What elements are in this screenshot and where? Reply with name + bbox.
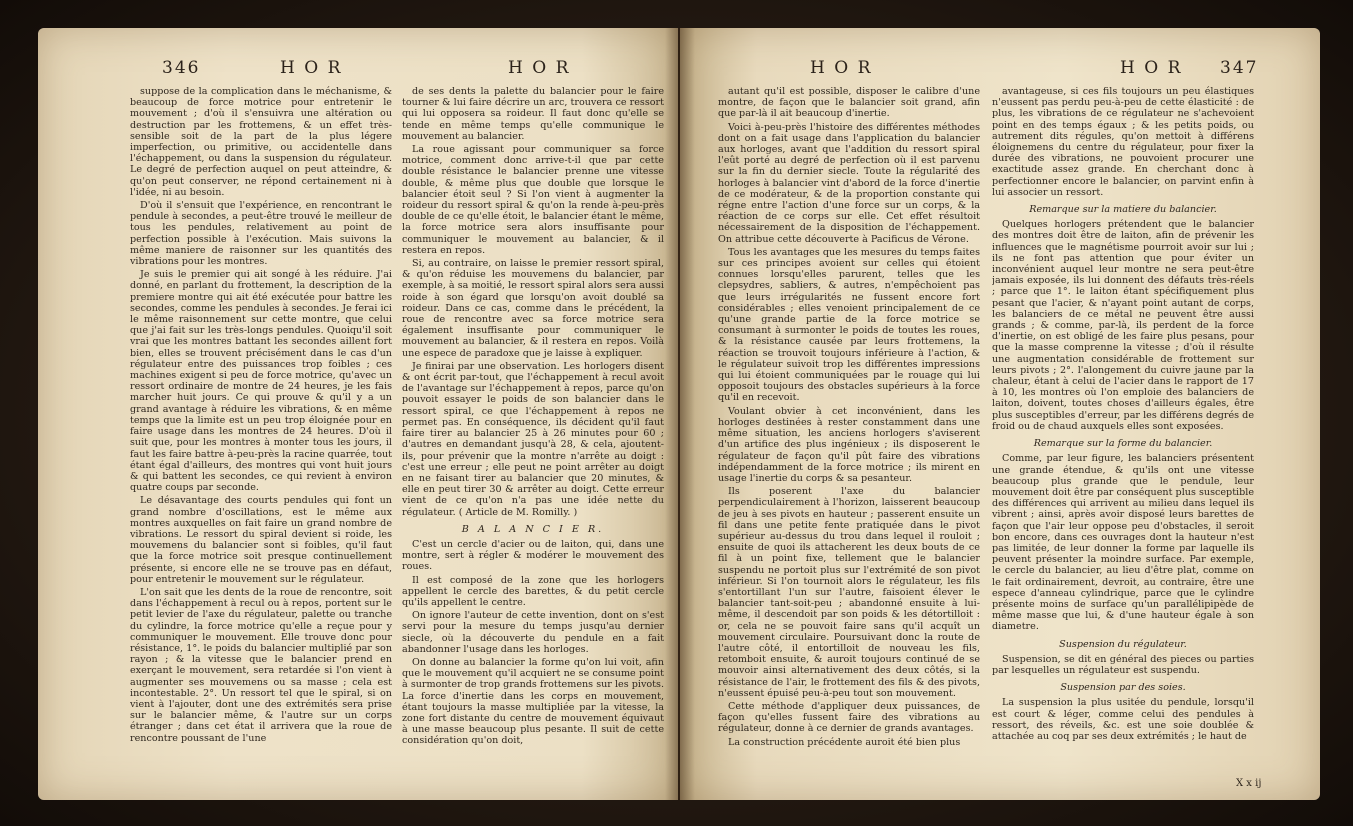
right-page <box>680 28 1320 800</box>
section-heading: Remarque sur la matiere du balancier. <box>1029 204 1217 216</box>
book-gutter <box>665 28 695 800</box>
paragraph: La construction précédente auroit été bien plus <box>728 736 961 748</box>
paragraph: Voici à-peu-près l'histoire des différentes méthodes dont on a fait usage dans l'application du balancier aux horloges, avant que l'addition du ressort spiral l'eût porté au degré de perfection où il est parvenu sur la fin du dernier siecle. Toute la régularité des horloges à balancier vint d'abord de la force d'inertie de ce modérateur, & de la proportion constante qui régne entre l'action d'une force sur un corps, & la réaction de ce corps sur elle. Cet effet résultoit nécessairement de la disposition de l'échappement. On attribue cette découverte à Pacificus de Vérone. <box>718 121 980 245</box>
paragraph: Il est composé de la zone que les horlogers appellent le cercle des barettes, & du petit cercle qu'ils appellent le centre. <box>402 574 664 608</box>
right-running-head: H O R <box>810 58 873 78</box>
paragraph: autant qu'il est possible, disposer le calibre d'une montre, de façon que le balancier soit grand, afin que par-là il ait beaucoup d'inertie. <box>718 86 980 120</box>
paragraph: La suspension la plus usitée du pendule, lorsqu'il est court & léger, comme celui des pendules à ressort, des réveils, &c. est une soie doublée & attachée au coq par ses deux extrémités ; le haut de <box>992 697 1254 742</box>
right-column-2 <box>992 86 1254 786</box>
section-heading: Suspension par des soies. <box>1060 682 1186 694</box>
paragraph: suppose de la complication dans le méchanisme, & beaucoup de force motrice pour entretenir le mouvement ; d'où il s'ensuivra une altération ou destruction par les frottemens, & un effet très-sensible soit de la part de la plus légere imperfection, ou primitive, ou accidentelle dans l'échappement, ou dans la suspension du régulateur. Le degré de perfection auquel on peut atteindre, & qu'on peut conserver, ne répond certainement ni à l'idée, ni au besoin. <box>130 86 392 198</box>
right-column-1 <box>718 86 980 786</box>
paragraph: Je suis le premier qui ait songé à les réduire. J'ai donné, en parlant du frottement, la description de la premiere montre qui ait été exécutée pour battre les secondes, comme les pendules à secondes. Je ferai ici le même raisonnement sur cette montre, que celui que j'ai fait sur les très-longs pendules. Quoiqu'il soit vrai que les montres battant les secondes aillent fort bien, elles se trouvent précisément dans le cas d'un régulateur entre des puissances trop foibles ; ces machines exigent si peu de force motrice, qu'avec un ressort ordinaire de montre de 24 heures, je les fais marcher huit jours. Ce qui prouve & qu'il y a un grand avantage à réduire les vibrations, & en même temps que la limite est un peu trop éloignée pour en faire usage dans les montres de 24 heures. D'où il suit que, pour les montres à monter tous les jours, il faut les faire battre à-peu-près la racine quarrée, tout étant égal d'ailleurs, des montres qui vont huit jours & qui battent les secondes, ce qui revient à environ quatre coups par seconde. <box>130 269 392 494</box>
paragraph: Ils poserent l'axe du balancier perpendiculairement à l'horizon, laisserent beaucoup de jeu à ses pivots en hauteur ; passerent ensuite un fil dans une petite fente pratiquée dans le pivot supérieur au-dessus du trou dans lequel il rouloit ; ensuite de quoi ils attacherent les deux bouts de ce fil à un point fixe, tellement que le balancier suspendu ne portoit plus sur l'extrémité de son pivot inférieur. Si l'on tournoit alors le régulateur, les fils s'entortillant l'un sur l'autre, faisoient élever le balancier tant-soit-peu ; abandonné ensuite à lui-même, il descendoit par son poids & les détortilloit : or, cela ne se pouvoit faire sans qu'il acquît un mouvement circulaire. Poursuivant donc la route de l'autre côté, il entortilloit de nouveau les fils, retomboit ensuite, & auroit toujours continué de se mouvoir ainsi alternativement des deux côtés, si la résistance de l'air, le frottement des fils & des pivots, n'eussent épuisé peu-à-peu tout son mouvement. <box>718 486 980 699</box>
left-column-2 <box>402 86 664 786</box>
signature-mark: X x ij <box>1236 778 1262 789</box>
left-page-number: 346 <box>162 58 201 78</box>
paragraph: de ses dents la palette du balancier pour le faire tourner & lui faire décrire un arc, trouvera ce ressort qui lui opposera sa roideur. Il faut donc qu'elle se tende en même temps qu'elle communique le mouvement au balancier. <box>402 86 664 142</box>
section-heading: Suspension du régulateur. <box>1059 638 1187 650</box>
left-column-1 <box>130 86 392 786</box>
paragraph: On donne au balancier la forme qu'on lui voit, afin que le mouvement qu'il acquiert ne se consume point à surmonter de trop grands frottemens sur les pivots. La force d'inertie dans les corps en mouvement, étant toujours la masse multipliée par la vitesse, la zone fort distante du centre de mouvement équivaut à une masse beaucoup plus pesante. Il suit de cette considération qu'on doit, <box>402 656 664 747</box>
section-heading: Remarque sur la forme du balancier. <box>1033 438 1213 450</box>
right-page-number: 347 <box>1220 58 1259 78</box>
paragraph: Le désavantage des courts pendules qui font un grand nombre d'oscillations, est le même aux montres auxquelles on fait faire un grand nombre de vibrations. Le ressort du spiral devient si roide, les mouvemens du balancier sont si foibles, qu'il faut que la force motrice soit presque continuellement présente, si encore elle ne se trouve pas en défaut, pour entretenir le mouvement sur le régulateur. <box>130 495 392 585</box>
paragraph: Comme, par leur figure, les balanciers présentent une grande étendue, & qu'ils ont une vitesse beaucoup plus grande que le pendule, leur mouvement doit être par conséquent plus susceptible des différences qui arrivent au milieu dans lequel ils vibrent ; ainsi, après avoir disposé leurs barettes de façon que l'air leur oppose peu d'obstacles, il seroit bon encore, dans ces ouvrages dont la hauteur n'est pas limitée, de leur donner la forme par laquelle ils peuvent présenter la moindre surface. Par exemple, le cercle du balancier, au lieu d'être plat, comme on le fait ordinairement, devroit, au contraire, être une espece d'anneau cylindrique, parce que le cylindre présente moins de surface qu'un parallélipipède de même masse que lui, & d'une hauteur égale à son diametre. <box>992 453 1254 633</box>
right-running-head-2: H O R <box>1120 58 1183 78</box>
paragraph: Voulant obvier à cet inconvénient, dans les horloges destinées à rester constamment dans une même situation, les anciens horlogers s'aviserent d'un artifice des plus ingénieux ; ils disposerent le régulateur de façon qu'il pût faire des vibrations indépendamment de la force motrice ; ils mirent en usage l'inertie du corps & sa pesanteur. <box>718 405 980 484</box>
paragraph: Cette méthode d'appliquer deux puissances, de façon qu'elles fussent faire des vibrations au régulateur, donne à ce dernier de grands avantages. <box>718 700 980 735</box>
paragraph: Quelques horlogers prétendent que le balancier des montres doit être de laiton, afin de prévenir les influences que le magnétisme pourroit avoir sur lui ; ils ne font pas attention que pour éviter un inconvénient auquel leur montre ne sera peut-être jamais exposée, ils lui donnent des défauts très-réels ; parce que 1°. le laiton étant spécifiquement plus pesant que l'acier, & n'ayant point autant de corps, les balanciers de ce métal ne peuvent être aussi grands ; & comme, par-là, ils perdent de la force d'inertie, on est obligé de les faire plus pesans, pour que la masse comprenne la vitesse ; d'où il résulte une augmentation considérable de frottement sur leurs pivots ; 2°. l'alongement du cuivre jaune par la chaleur, étant à celui de l'acier dans le rapport de 17 à 10, les montres où l'on emploie des balanciers de laiton, doivent, toutes choses d'ailleurs égales, être plus susceptibles d'erreur, par les différens degrés de froid ou de chaud auxquels elles sont exposées. <box>992 219 1254 432</box>
paragraph: Si, au contraire, on laisse le premier ressort spiral, & qu'on réduise les mouvemens du balancier, par exemple, à sa moitié, le ressort spiral alors sera aussi roide à son égard que lorsqu'on avoit doublé sa roideur. Dans ce cas, comme dans le précédent, la roue de rencontre avec sa force motrice sera également insuffisante pour communiquer le mouvement au balancier, & il restera en repos. Voilà une espece de paradoxe que je laisse à expliquer. <box>402 258 664 359</box>
paragraph: C'est un cercle d'acier ou de laiton, qui, dans une montre, sert à régler & modérer le mouvement des roues. <box>402 538 664 573</box>
paragraph: La roue agissant pour communiquer sa force motrice, comment donc arrive-t-il que par cette double résistance le balancier prenne une vitesse double, & même plus que double que lorsque le balancier étoit seul ? Si l'on vient à augmenter la roideur du ressort spiral & qu'on la rende à-peu-près double de ce qu'elle étoit, le balancier étant le même, la force motrice sera alors insuffisante pour communiquer le mouvement au balancier, & il restera en repos. <box>402 144 664 256</box>
left-running-head-2: H O R <box>508 58 571 78</box>
paragraph: D'où il s'ensuit que l'expérience, en rencontrant le pendule à secondes, a peut-être trouvé le meilleur de tous les pendules, relativement au point de perfection possible à l'exécution. Mais suivons la même maniere de raisonner sur les quantités des vibrations pour les montres. <box>130 200 392 268</box>
left-page <box>38 28 678 800</box>
paragraph: avantageuse, si ces fils toujours un peu élastiques n'eussent pas perdu peu-à-peu de cette élasticité : de plus, les vibrations de ce régulateur ne s'achevoient point en des temps égaux ; & les petits poids, ou autrement dits régules, qu'on mettoit à différens éloignemens du centre du régulateur, pour fixer la durée des vibrations, ne pouvoient procurer une exactitude assez grande. En cherchant donc à perfectionner encore le balancier, on parvint enfin à lui associer un ressort. <box>992 86 1254 198</box>
paragraph: L'on sait que les dents de la roue de rencontre, soit dans l'échappement à recul ou à repos, portent sur le petit levier de l'axe du régulateur, palette ou tranche du cylindre, la force motrice qu'elle a reçue pour y communiquer le mouvement. Elle trouve donc pour résistance, 1°. le poids du balancier multiplié par son rayon ; & la vitesse que le balancier prend en exerçant le mouvement, sera retardée si l'on vient à augmenter ses mouvemens ou sa masse ; cela est incontestable. 2°. Un ressort tel que le spiral, si on vient à l'ajouter, dont une des extrémités sera prise sur le balancier même, & l'autre sur un corps étranger ; dans cet état il arrivera que la roue de rencontre poussant de l'une <box>130 586 392 744</box>
paragraph: Tous les avantages que les mesures du temps faites sur ces principes avoient sur celles qui étoient connues lorsqu'elles parurent, telles que les clepsydres, sabliers, & autres, n'empêchoient pas que leurs irrégularités ne fussent encore fort considérables ; elles venoient principalement de ce qu'une grande partie de la force motrice se consumant à surmonter le poids de toutes les roues, & la résistance causée par leurs frottemens, la réaction se trouvoit toujours inférieure à l'action, & le régulateur suivoit trop les différentes impressions qui lui étoient communiquées par le rouage qui lui opposoit toujours des obstacles supérieurs à la force qu'il en recevoit. <box>718 246 980 404</box>
left-running-head: H O R <box>280 58 343 78</box>
paragraph: On ignore l'auteur de cette invention, dont on s'est servi pour la mesure du temps jusqu'au dernier siecle, où la découverte du pendule en a fait abandonner l'usage dans les horloges. <box>402 610 664 655</box>
paragraph: Je finirai par une observation. Les horlogers disent & ont écrit par-tout, que l'échappement à recul avoit de l'avantage sur l'échappement à repos, parce qu'on pouvoit essayer le poids de son balancier dans le ressort spiral, ce que l'échappement à repos ne permet pas. En conséquence, ils décident qu'il faut faire tirer au balancier 25 à 26 minutes pour 60 ; d'autres en demandant jusqu'à 28, & cela, ajoutent-ils, pour prévenir que la montre n'arrête au doigt : c'est une erreur ; elle peut ne point arrêter au doigt en ne faisant tirer au balancier que 20 minutes, & elle en peut tirer 30 & arrêter au doigt. Cette erreur vient de ce qu'on n'a pas une idée nette du régulateur. ( Article de M. Romilly. ) <box>402 360 664 518</box>
paragraph: Suspension, se dit en général des pieces ou parties par lesquelles un régulateur est suspendu. <box>992 653 1254 676</box>
section-heading: B A L A N C I E R. <box>461 523 605 535</box>
